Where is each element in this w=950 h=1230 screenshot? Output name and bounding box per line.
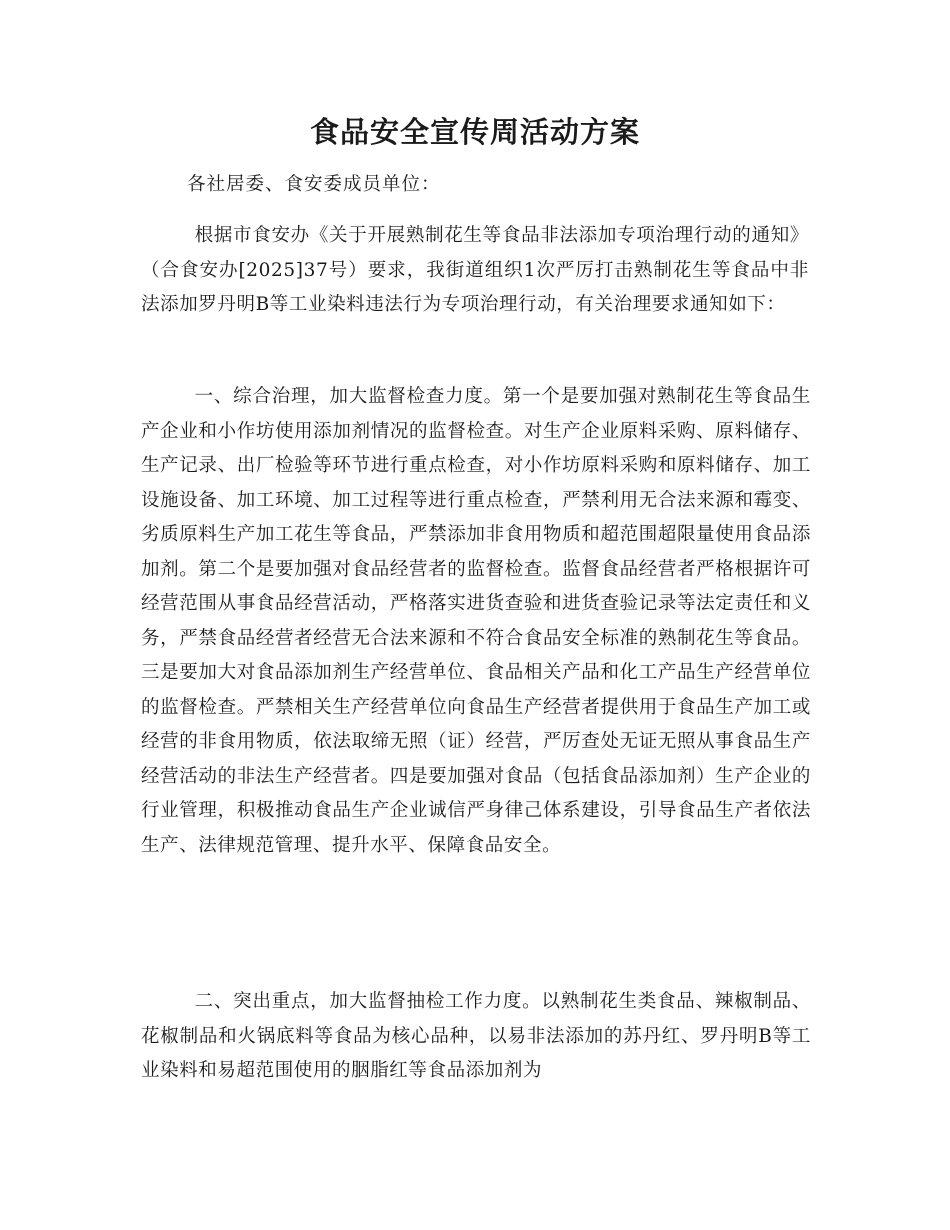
paragraph-section-2: 二、突出重点，加大监督抽检工作力度。以熟制花生类食品、辣椒制品、花椒制品和火锅底料等食品为核心品种，以易非法添加的苏丹红、罗丹明B等工业染料和易超范围使用的胭脂红等食品添加剂为 [141, 991, 811, 1081]
paragraph-section-1: 一、综合治理，加大监督检查力度。第一个是要加强对熟制花生等食品生产企业和小作坊使用添加剂情况的监督检查。对生产企业原料采购、原料储存、生产记录、出厂检验等环节进行重点检查，对小作坊原料采购和原料储存、加工设施设备、加工环境、加工过程等进行重点检查，严禁利用无合法来源和霉变、劣质原料生产加工花生等食品，严禁添加非食用物质和超范围超限量使用食品添加剂。第二个是要加强对食品经营者的监督检查。监督食品经营者严格根据许可经营范围从事食品经营活动，严格落实进货查验和进货查验记录等法定责任和义务，严禁食品经营者经营无合法来源和不符合食品安全标准的熟制花生等食品。三是要加大对食品添加剂生产经营单位、食品相关产品和化工产品生产经营单位的监督检查。严禁相关生产经营单位向食品生产经营者提供用于食品生产加工或经营的非食用物质，依法取缔无照（证）经营，严厉查处无证无照从事食品生产经营活动的非法生产经营者。四是要加强对食品（包括食品添加剂）生产企业的行业管理，积极推动食品生产企业诚信严身律己体系建设，引导食品生产者依法生产、法律规范管理、提升水平、保障食品安全。 [141, 386, 811, 856]
salutation: 各社居委、食安委成员单位： [187, 174, 441, 195]
paragraph-intro: 根据市食安办《关于开展熟制花生等食品非法添加专项治理行动的通知》（合食安办[2025]37号）要求，我街道组织1次严厉打击熟制花生等食品中非法添加罗丹明B等工业染料违法行为专项治理行动，有关治理要求通知如下： [141, 225, 809, 315]
document-title: 食品安全宣传周活动方案 [309, 115, 640, 149]
